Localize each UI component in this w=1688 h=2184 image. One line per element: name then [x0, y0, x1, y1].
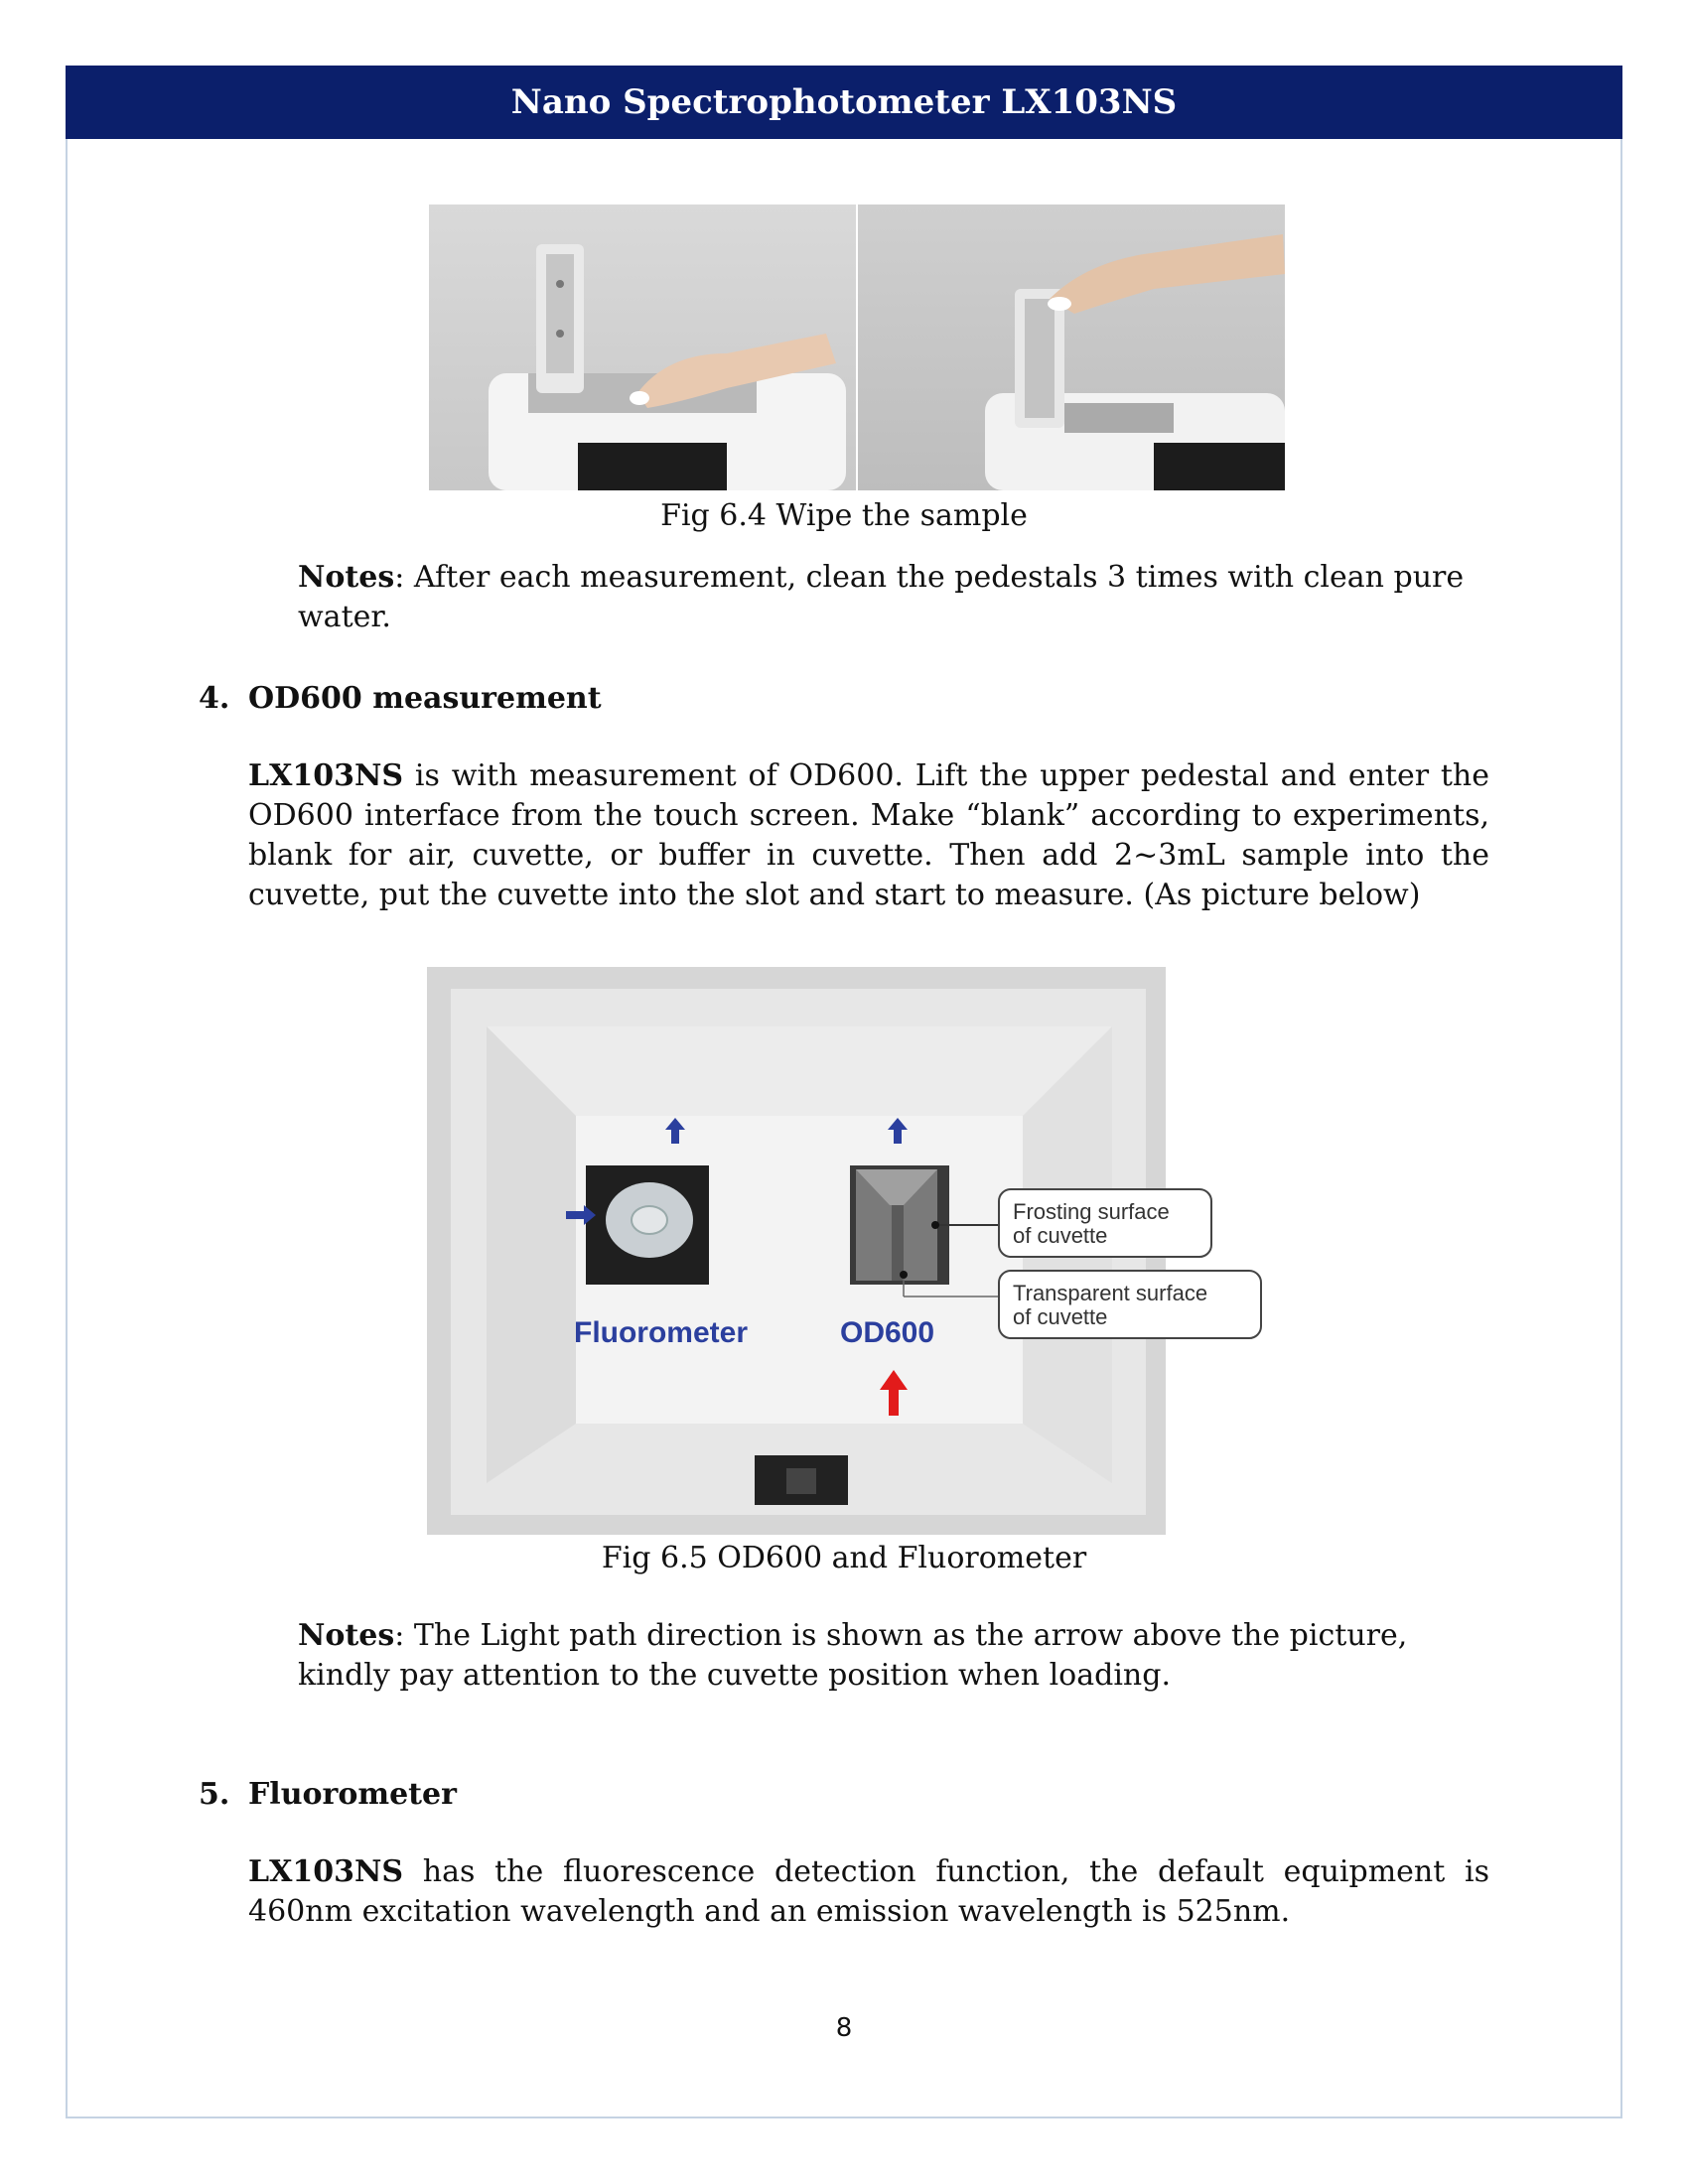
section-4-number: 4. — [199, 681, 230, 716]
section-5-heading — [199, 1777, 457, 1812]
header-title: Nano Spectrophotometer LX103NS — [510, 82, 1178, 122]
fig-6-5-caption: Fig 6.5 OD600 and Fluorometer — [601, 1541, 1087, 1575]
notes-1 — [298, 558, 1489, 637]
page-header — [66, 66, 1622, 139]
fig-6-5-illustration — [427, 967, 1309, 1535]
section-4-paragraph — [248, 756, 1489, 915]
callout-transparent-line1: Transparent surface — [1013, 1281, 1208, 1305]
notes-2-text: : The Light path direction is shown as the arrow above the picture, kindly pay attention to the cuvette position when loading. — [298, 1618, 1408, 1693]
section-5-model: LX103NS — [248, 1854, 404, 1889]
page-number: 8 — [835, 2013, 853, 2043]
section-5-title: Fluorometer — [248, 1777, 457, 1812]
notes-1-label: Notes — [298, 560, 395, 595]
callout-transparent-line2: of cuvette — [1013, 1304, 1108, 1329]
section-4-title: OD600 measurement — [248, 681, 602, 716]
notes-2-label: Notes — [298, 1618, 395, 1653]
fig-6-5-photo — [427, 967, 1309, 1535]
notes-1-text: : After each measurement, clean the pedestals 3 times with clean pure water. — [298, 560, 1465, 634]
callout-frosting-line2: of cuvette — [1013, 1223, 1108, 1248]
callout-frosting-line1: Frosting surface — [1013, 1199, 1170, 1224]
fig-6-4-illustration — [429, 205, 1285, 490]
section-4-model: LX103NS — [248, 758, 404, 793]
section-4-body: is with measurement of OD600. Lift the upper pedestal and enter the OD600 interface from the touch screen. Make “blank” according to experiments, blank for air, cuvette, or buffer in cuvette. Then add 2~3mL sample into the cuvette, put the cuvette into the slot and start to measure. (As picture below) — [248, 758, 1489, 912]
od600-label: OD600 — [840, 1316, 935, 1349]
notes-2 — [298, 1616, 1489, 1696]
fluorometer-label: Fluorometer — [574, 1316, 749, 1349]
section-5-paragraph — [248, 1852, 1489, 1932]
section-5-number: 5. — [199, 1777, 230, 1812]
fig-6-4-caption: Fig 6.4 Wipe the sample — [660, 498, 1028, 533]
section-4-heading — [199, 681, 602, 716]
fig-6-4-photo — [429, 205, 1285, 490]
section-5-body: has the fluorescence detection function, the default equipment is 460nm excitation wavelength and an emission wavelength is 525nm. — [248, 1854, 1489, 1929]
